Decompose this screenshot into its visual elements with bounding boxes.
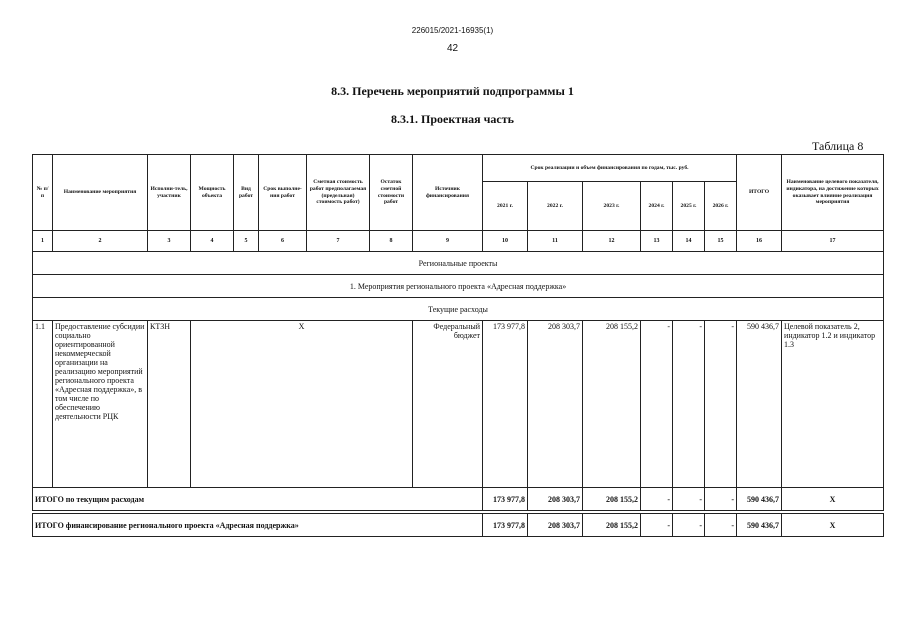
row-indicator: Целевой показатель 2, индикатор 1.2 и индикатор 1.3 bbox=[782, 321, 884, 488]
column-number: 9 bbox=[413, 231, 483, 252]
row-executor: КТЗН bbox=[148, 321, 191, 488]
total-project-2021: 173 977,8 bbox=[483, 514, 528, 537]
col-header-deadline: Срок выполне-ния работ bbox=[259, 155, 307, 231]
col-header-remaining: Остаток сметной стоимости работ bbox=[370, 155, 413, 231]
total-current-row bbox=[33, 488, 884, 511]
total-current-2024: - bbox=[641, 488, 673, 511]
total-project-2026: - bbox=[705, 514, 737, 537]
column-number: 3 bbox=[148, 231, 191, 252]
col-header-period: Срок реализации и объем финансирования по годам, тыс. руб. bbox=[483, 155, 737, 182]
document-id: 226015/2021-16935(1) bbox=[411, 26, 494, 35]
column-number: 15 bbox=[705, 231, 737, 252]
section-row bbox=[33, 298, 884, 321]
total-project-sum: 590 436,7 bbox=[737, 514, 782, 537]
row-value-2026: - bbox=[705, 321, 737, 488]
column-number: 4 bbox=[191, 231, 234, 252]
section-regional-projects: Региональные проекты bbox=[33, 252, 884, 275]
total-project-indicator: Х bbox=[782, 514, 884, 537]
column-number: 8 bbox=[370, 231, 413, 252]
total-project-2024: - bbox=[641, 514, 673, 537]
total-current-indicator: Х bbox=[782, 488, 884, 511]
row-value-2021: 173 977,8 bbox=[483, 321, 528, 488]
column-number: 5 bbox=[234, 231, 259, 252]
col-header-source: Источник финансирования bbox=[413, 155, 483, 231]
row-value-2022: 208 303,7 bbox=[528, 321, 583, 488]
row-name: Предоставление субсидии социально ориентированной некоммерческой организации на реализацию мероприятий регионального проекта «Адресная поддержка», в том числе по обеспечению деятельности РЦК bbox=[53, 321, 148, 488]
col-header-estimate: Сметная стоимость работ предполагаемая (предельная) стоимость работ) bbox=[307, 155, 370, 231]
column-number: 6 bbox=[259, 231, 307, 252]
col-header-year: 2024 г. bbox=[641, 182, 673, 231]
column-number: 12 bbox=[583, 231, 641, 252]
col-header-capacity: Мощность объекта bbox=[191, 155, 234, 231]
row-value-2024: - bbox=[641, 321, 673, 488]
table-caption: Таблица 8 bbox=[812, 139, 864, 153]
total-current-2021: 173 977,8 bbox=[483, 488, 528, 511]
column-number: 14 bbox=[673, 231, 705, 252]
col-header-indicator: Наименование целевого показателя, индикатора, на достижение которых оказывает влияние реализация мероприятия bbox=[782, 155, 884, 231]
col-header-num: № п/п bbox=[33, 155, 53, 231]
total-project-label: ИТОГО финансирование регионального проекта «Адресная поддержка» bbox=[33, 514, 483, 537]
column-number-row bbox=[33, 231, 884, 252]
col-header-total: ИТОГО bbox=[737, 155, 782, 231]
row-total: 590 436,7 bbox=[737, 321, 782, 488]
subsection-title: 8.3.1. Проектная часть bbox=[391, 112, 514, 126]
column-number: 10 bbox=[483, 231, 528, 252]
section-project-1: 1. Мероприятия регионального проекта «Адресная поддержка» bbox=[33, 275, 884, 298]
total-current-label: ИТОГО по текущим расходам bbox=[33, 488, 483, 511]
section-current-expenses: Текущие расходы bbox=[33, 298, 884, 321]
col-header-year: 2021 г. bbox=[483, 182, 528, 231]
header-row bbox=[33, 155, 884, 182]
total-project-2022: 208 303,7 bbox=[528, 514, 583, 537]
col-header-executor: Исполни-тель, участник bbox=[148, 155, 191, 231]
col-header-year: 2026 г. bbox=[705, 182, 737, 231]
page-number: 42 bbox=[446, 43, 459, 54]
col-header-year: 2022 г. bbox=[528, 182, 583, 231]
total-project-row bbox=[33, 514, 884, 537]
row-source: Федеральный бюджет bbox=[413, 321, 483, 488]
row-value-2023: 208 155,2 bbox=[583, 321, 641, 488]
row-num: 1.1 bbox=[33, 321, 53, 488]
column-number: 11 bbox=[528, 231, 583, 252]
measures-table bbox=[32, 154, 884, 537]
section-row bbox=[33, 275, 884, 298]
column-number: 2 bbox=[53, 231, 148, 252]
total-project-2025: - bbox=[673, 514, 705, 537]
table-row bbox=[33, 321, 884, 488]
total-project-2023: 208 155,2 bbox=[583, 514, 641, 537]
total-current-2022: 208 303,7 bbox=[528, 488, 583, 511]
column-number: 1 bbox=[33, 231, 53, 252]
column-number: 13 bbox=[641, 231, 673, 252]
col-header-year: 2025 г. bbox=[673, 182, 705, 231]
section-row bbox=[33, 252, 884, 275]
row-value-2025: - bbox=[673, 321, 705, 488]
col-header-name: Наименование мероприятия bbox=[53, 155, 148, 231]
column-number: 7 bbox=[307, 231, 370, 252]
total-current-2026: - bbox=[705, 488, 737, 511]
row-merged-x: Х bbox=[191, 321, 413, 488]
col-header-work-type: Вид работ bbox=[234, 155, 259, 231]
section-title: 8.3. Перечень мероприятий подпрограммы 1 bbox=[331, 84, 574, 98]
column-number: 17 bbox=[782, 231, 884, 252]
total-current-2023: 208 155,2 bbox=[583, 488, 641, 511]
total-current-2025: - bbox=[673, 488, 705, 511]
col-header-year: 2023 г. bbox=[583, 182, 641, 231]
column-number: 16 bbox=[737, 231, 782, 252]
total-current-sum: 590 436,7 bbox=[737, 488, 782, 511]
